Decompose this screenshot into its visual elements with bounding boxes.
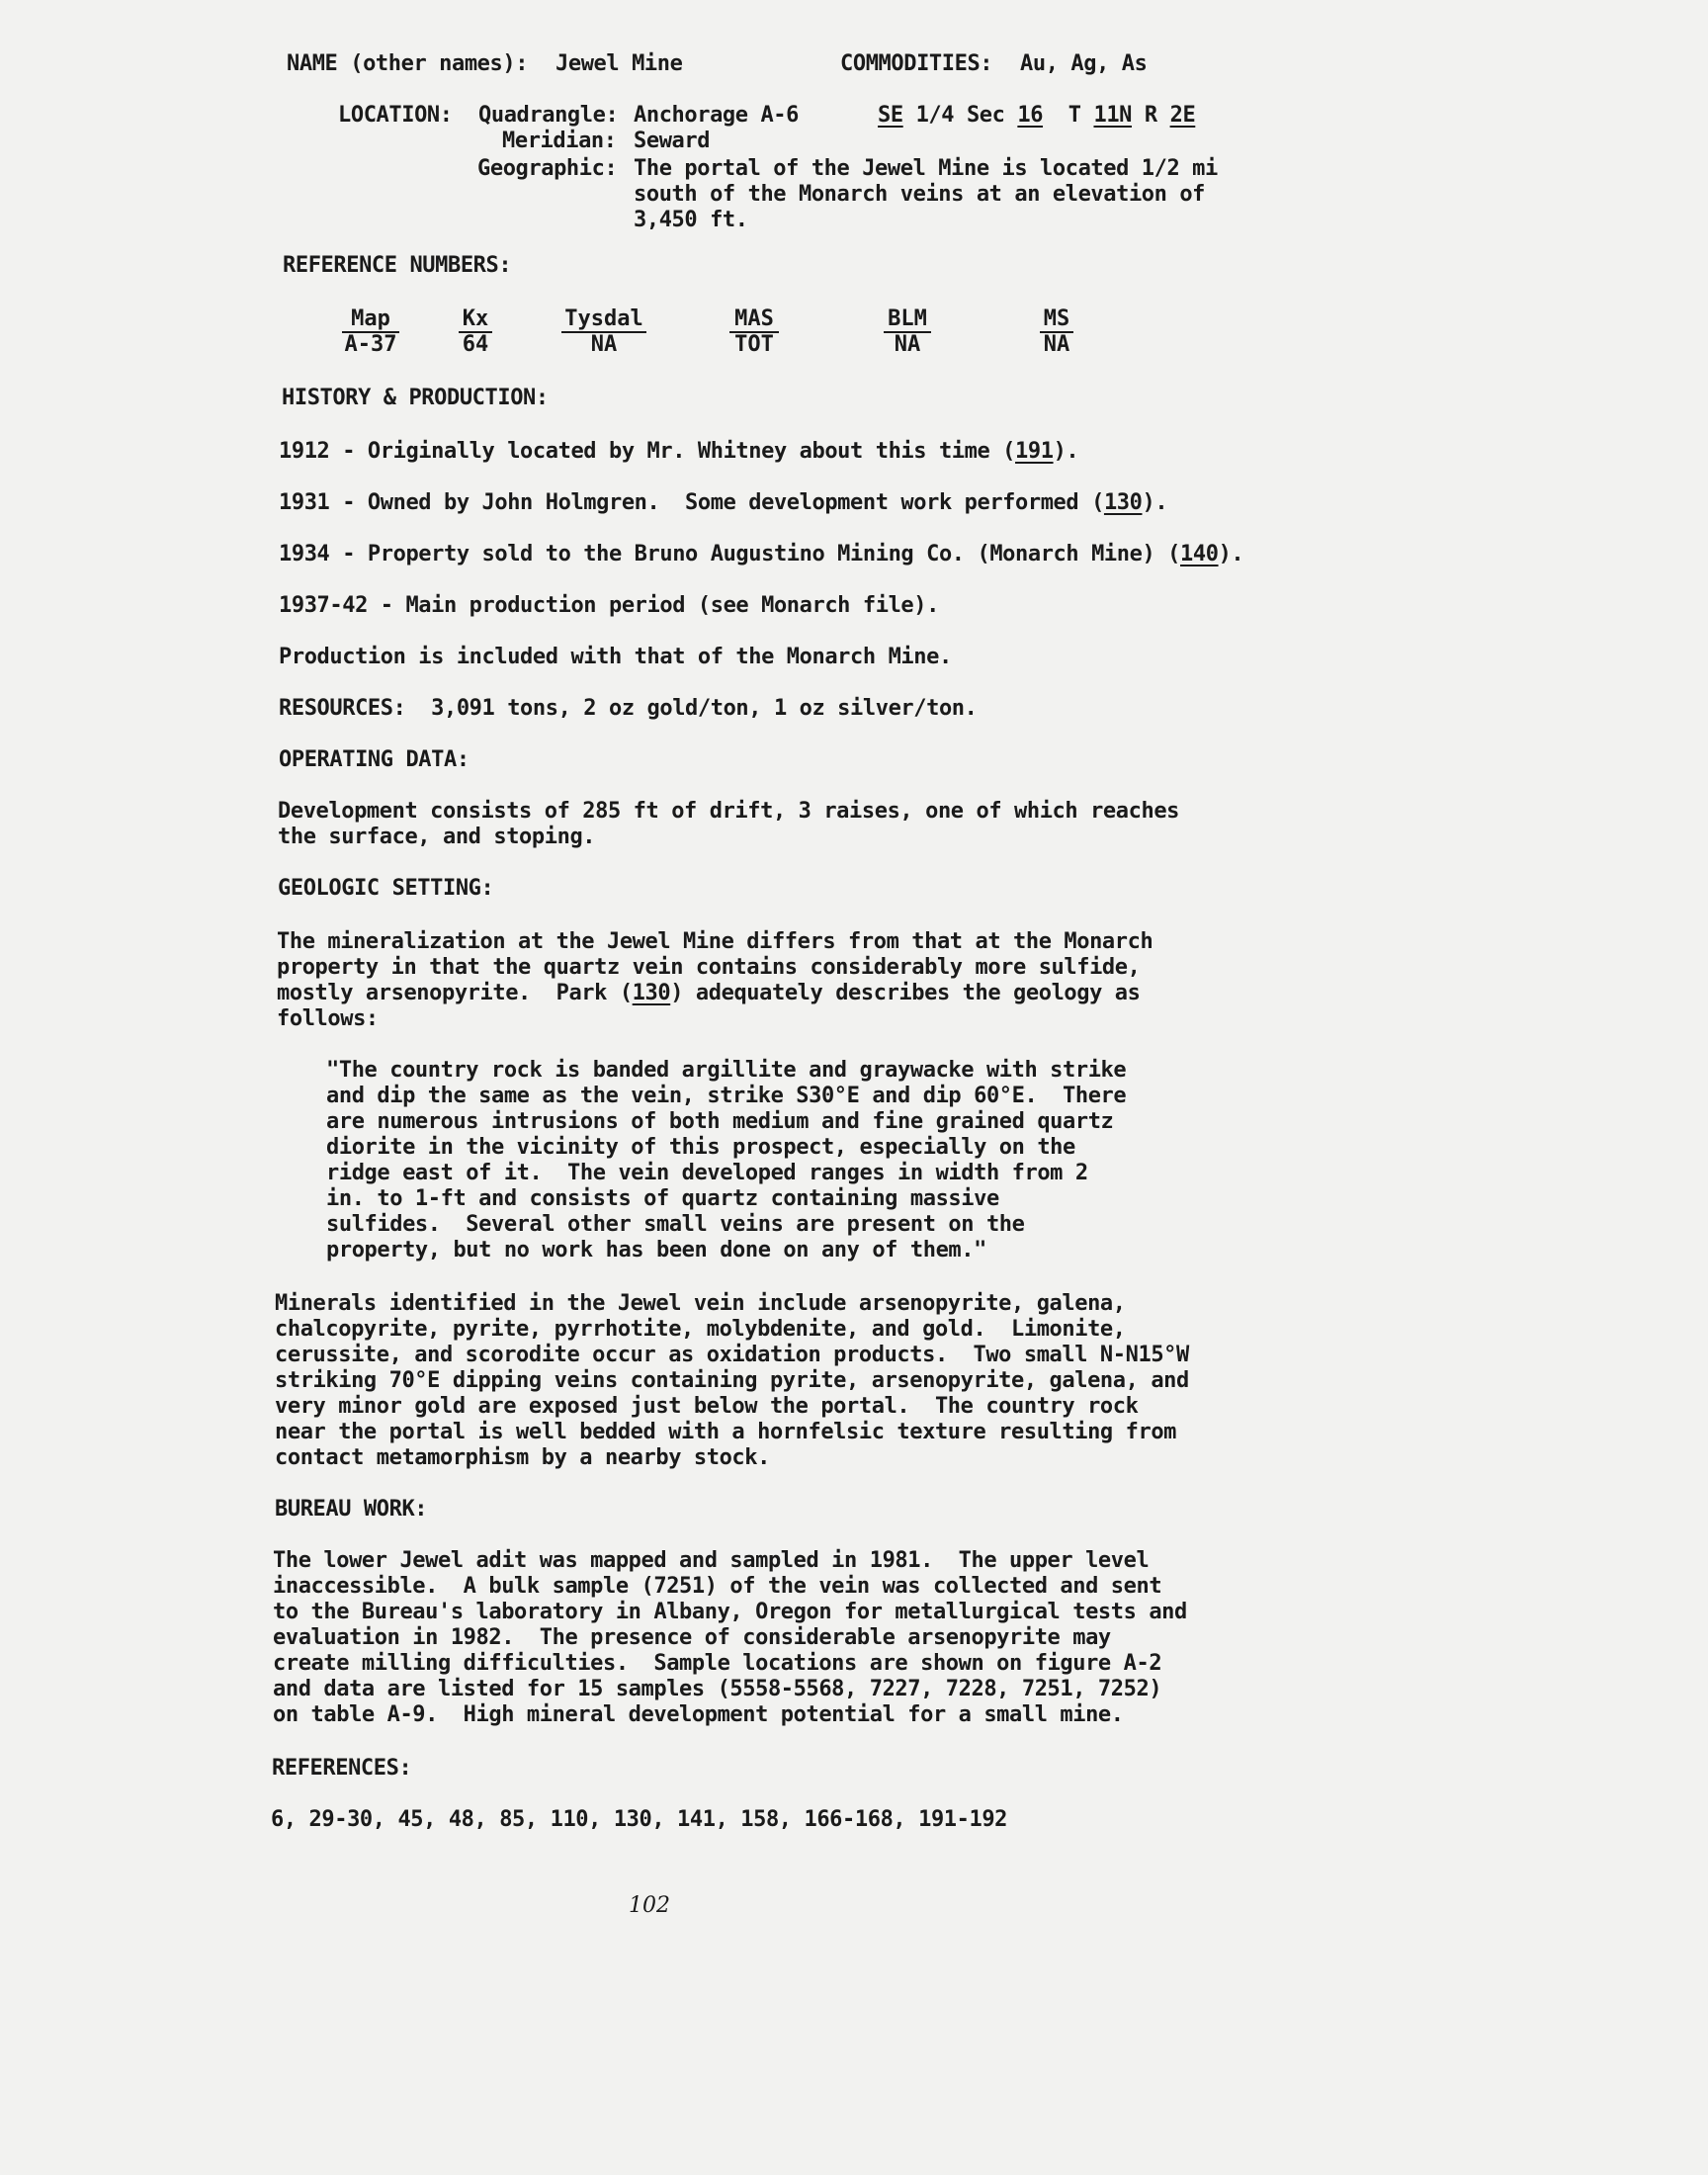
- history-entry: 1931 - Owned by John Holmgren. Some development work performed (130).: [279, 490, 1168, 515]
- quote-line: ridge east of it. The vein developed ranges in width from 2: [326, 1161, 1088, 1185]
- ref-kx-label: Kx: [459, 307, 492, 333]
- ref-mas-label: MAS: [729, 307, 779, 333]
- ref-tysdal: [561, 307, 646, 357]
- citation-ref: 130: [632, 981, 671, 1005]
- geologic-line: The mineralization at the Jewel Mine differs from that at the Monarch: [277, 929, 1153, 954]
- geographic-label: Geographic:: [477, 156, 618, 181]
- quote-line: are numerous intrusions of both medium and fine grained quartz: [326, 1109, 1114, 1134]
- name-value: Jewel Mine: [555, 51, 683, 76]
- ref-kx: [459, 307, 492, 357]
- minerals-line: cerussite, and scorodite occur as oxidation products. Two small N-N15°W: [275, 1343, 1189, 1367]
- bureau-heading: BUREAU WORK:: [275, 1497, 428, 1522]
- range-value: 2E: [1169, 103, 1196, 128]
- ref-blm: [884, 307, 931, 357]
- ref-map: [342, 307, 399, 357]
- bureau-line: inaccessible. A bulk sample (7251) of the vein was collected and sent: [273, 1574, 1162, 1599]
- ref-map-value: A-37: [344, 332, 397, 357]
- bureau-line: evaluation in 1982. The presence of considerable arsenopyrite may: [273, 1625, 1111, 1650]
- geographic-line-3: 3,450 ft.: [634, 208, 748, 232]
- bureau-line: The lower Jewel adit was mapped and sampled in 1981. The upper level: [273, 1548, 1150, 1573]
- geographic-line-1: The portal of the Jewel Mine is located 1/2 mi: [634, 156, 1218, 181]
- quarter-text: 1/4 Sec: [915, 103, 1005, 128]
- quadrangle-label: Quadrangle:: [478, 103, 619, 128]
- operating-line: the surface, and stoping.: [278, 825, 596, 849]
- geologic-heading: GEOLOGIC SETTING:: [278, 876, 494, 901]
- ref-ms-label: MS: [1040, 307, 1073, 333]
- geographic-line-2: south of the Monarch veins at an elevation of: [634, 182, 1206, 207]
- ref-mas: [729, 307, 779, 357]
- minerals-line: Minerals identified in the Jewel vein include arsenopyrite, galena,: [275, 1291, 1126, 1316]
- quote-line: diorite in the vicinity of this prospect, especially on the: [326, 1135, 1075, 1160]
- bureau-line: to the Bureau's laboratory in Albany, Oregon for metallurgical tests and: [273, 1600, 1187, 1624]
- ref-ms: [1040, 307, 1073, 357]
- quote-line: and dip the same as the vein, strike S30°E and dip 60°E. There: [326, 1084, 1127, 1108]
- quote-line: "The country rock is banded argillite and graywacke with strike: [326, 1058, 1127, 1083]
- bureau-line: on table A-9. High mineral development potential for a small mine.: [273, 1702, 1124, 1727]
- ref-mas-value: TOT: [734, 332, 774, 357]
- citation-ref: 130: [1103, 490, 1143, 515]
- township-value: 11N: [1093, 103, 1133, 128]
- quote-line: sulfides. Several other small veins are present on the: [326, 1212, 1025, 1237]
- history-line: Production is included with that of the Monarch Mine.: [279, 645, 952, 669]
- history-line: 1937-42 - Main production period (see Monarch file).: [279, 593, 939, 618]
- page-number: 102: [629, 1893, 670, 1918]
- minerals-line: contact metamorphism by a nearby stock.: [275, 1445, 770, 1470]
- name-label: NAME (other names):: [287, 51, 529, 76]
- geologic-line: mostly arsenopyrite. Park (130) adequately describes the geology as: [277, 981, 1141, 1005]
- township-label: T: [1068, 103, 1081, 128]
- citation-ref: 140: [1180, 542, 1219, 566]
- quadrangle-value: Anchorage A-6: [634, 103, 799, 128]
- ref-map-label: Map: [342, 307, 399, 333]
- minerals-line: very minor gold are exposed just below the portal. The country rock: [275, 1394, 1139, 1419]
- geologic-line: property in that the quartz vein contains considerably more sulfide,: [277, 955, 1141, 980]
- operating-line: Development consists of 285 ft of drift, 3 raises, one of which reaches: [278, 799, 1180, 824]
- location-plss: [878, 103, 1195, 129]
- history-entry: 1912 - Originally located by Mr. Whitney about this time (191).: [279, 439, 1079, 464]
- location-label: LOCATION:: [338, 103, 453, 128]
- geologic-line: follows:: [277, 1006, 379, 1031]
- history-entry: 1934 - Property sold to the Bruno Augustino Mining Co. (Monarch Mine) (140).: [279, 542, 1244, 566]
- ref-tysdal-label: Tysdal: [561, 307, 646, 333]
- ref-blm-label: BLM: [884, 307, 931, 333]
- resources-line: RESOURCES: 3,091 tons, 2 oz gold/ton, 1 oz silver/ton.: [279, 696, 978, 721]
- citation-ref: 191: [1015, 439, 1054, 464]
- reference-numbers-heading: REFERENCE NUMBERS:: [283, 253, 512, 278]
- meridian-value: Seward: [634, 129, 711, 153]
- quarter-value: SE: [878, 103, 903, 128]
- minerals-line: near the portal is well bedded with a hornfelsic texture resulting from: [275, 1420, 1177, 1444]
- section-value: 16: [1017, 103, 1044, 128]
- ref-ms-value: NA: [1043, 332, 1070, 357]
- bureau-line: and data are listed for 15 samples (5558-5568, 7227, 7228, 7251, 7252): [273, 1677, 1162, 1701]
- ref-blm-value: NA: [894, 332, 921, 357]
- minerals-line: chalcopyrite, pyrite, pyrrhotite, molybdenite, and gold. Limonite,: [275, 1317, 1126, 1342]
- references-list: 6, 29-30, 45, 48, 85, 110, 130, 141, 158, 166-168, 191-192: [271, 1807, 1008, 1832]
- commodities-label: COMMODITIES:: [840, 51, 993, 76]
- ref-kx-value: 64: [462, 332, 489, 357]
- quote-line: property, but no work has been done on any of them.": [326, 1238, 986, 1262]
- references-heading: REFERENCES:: [272, 1756, 412, 1781]
- quote-line: in. to 1-ft and consists of quartz containing massive: [326, 1186, 999, 1211]
- bureau-line: create milling difficulties. Sample locations are shown on figure A-2: [273, 1651, 1162, 1676]
- range-label: R: [1144, 103, 1157, 128]
- commodities-value: Au, Ag, As: [1020, 51, 1148, 76]
- minerals-line: striking 70°E dipping veins containing pyrite, arsenopyrite, galena, and: [275, 1368, 1189, 1393]
- meridian-label: Meridian:: [502, 129, 617, 153]
- ref-tysdal-value: NA: [590, 332, 618, 357]
- history-heading: HISTORY & PRODUCTION:: [282, 386, 549, 410]
- operating-heading: OPERATING DATA:: [279, 747, 470, 772]
